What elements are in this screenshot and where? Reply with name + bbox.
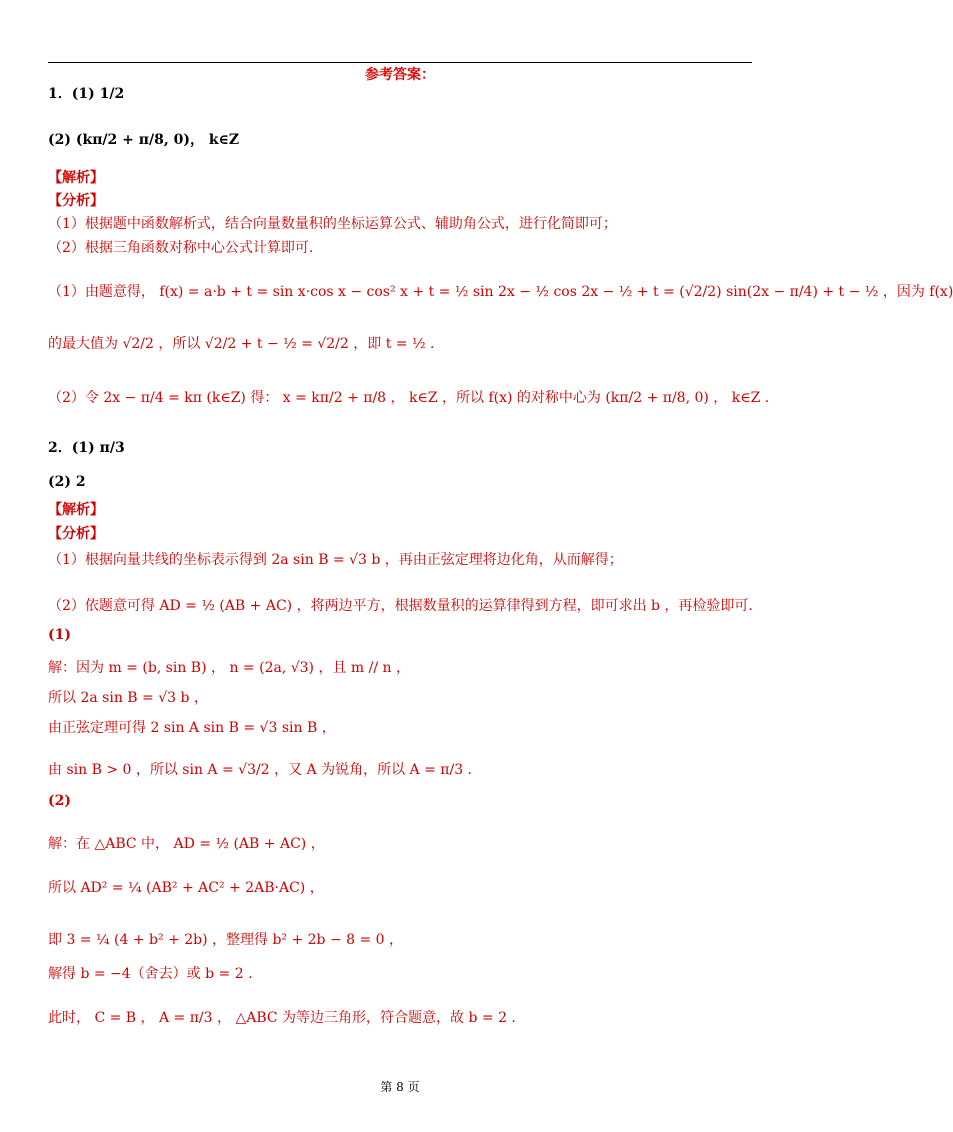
q2-sub2-line4: 解得 b = −4（舍去）或 b = 2 . [48, 966, 253, 982]
q2-sub1-line1: 解：因为 m = (b, sin B) ， n = (2a, √3) ，且 m // n ， [48, 660, 410, 676]
top-rule [48, 62, 752, 63]
page-footer: 第 8 页 [380, 1080, 420, 1094]
q2-sub2-line2: 所以 AD² = ¼ (AB² + AC² + 2AB·AC) ， [48, 880, 324, 896]
q2-sub2-line1: 解：在 △ABC 中， AD = ½ (AB + AC) ， [48, 836, 325, 852]
q1-part1-answer: 1．(1) 1/2 [48, 86, 125, 102]
q2-jiexi-label: 【解析】 [48, 502, 104, 518]
q1-solution-1b: 的最大值为 √2/2 ，所以 √2/2 + t − ½ = √2/2 ，即 t = ½ . [48, 336, 435, 352]
q1-fenxi-label: 【分析】 [48, 193, 104, 209]
q2-part2-answer: (2) 2 [48, 474, 86, 490]
q2-sub1-line3: 由正弦定理可得 2 sin A sin B = √3 sin B ， [48, 720, 336, 736]
q2-analysis-1: （1）根据向量共线的坐标表示得到 2a sin B = √3 b ，再由正弦定理将边化角，从而解得； [48, 552, 623, 568]
q2-fenxi-label: 【分析】 [48, 526, 104, 542]
q2-analysis-2: （2）依题意可得 AD = ½ (AB + AC) ，将两边平方，根据数量积的运算律得到方程，即可求出 b ，再检验即可. [48, 598, 753, 614]
q2-sub2-line3: 即 3 = ¼ (4 + b² + 2b) ，整理得 b² + 2b − 8 = 0 ， [48, 932, 404, 948]
q2-sub1-line4: 由 sin B > 0 ，所以 sin A = √3/2 ，又 A 为锐角，所以 A = π/3 . [48, 762, 473, 778]
q2-sub1-line2: 所以 2a sin B = √3 b ， [48, 690, 208, 706]
q1-part2-answer: (2) (kπ/2 + π/8, 0)， k∈Z [48, 132, 240, 148]
q2-sub1-label: (1) [48, 627, 71, 643]
q1-solution-2: （2）令 2x − π/4 = kπ (k∈Z) 得： x = kπ/2 + π/8 ， k∈Z ，所以 f(x) 的对称中心为 (kπ/2 + π/8, 0) ， k∈Z . [48, 390, 770, 406]
q1-jiexi-label: 【解析】 [48, 170, 104, 186]
q2-sub2-line5: 此时， C = B ， A = π/3 ， △ABC 为等边三角形，符合题意，故 b = 2 . [48, 1010, 516, 1026]
q2-part1-answer: 2．(1) π/3 [48, 440, 125, 456]
q1-solution-1a: （1）由题意得， f(x) = a·b + t = sin x·cos x − cos² x + t = ½ sin 2x − ½ cos 2x − ½ + t = (√2/2) sin(2x − π/4) + t − ½ ，因为 f(x) [48, 284, 953, 300]
page-heading: 参考答案： [365, 67, 435, 83]
q1-analysis-1: （1）根据题中函数解析式，结合向量数量积的坐标运算公式、辅助角公式，进行化简即可； [48, 216, 617, 232]
q2-sub2-label: (2) [48, 793, 71, 809]
q1-analysis-2: （2）根据三角函数对称中心公式计算即可. [48, 240, 314, 256]
